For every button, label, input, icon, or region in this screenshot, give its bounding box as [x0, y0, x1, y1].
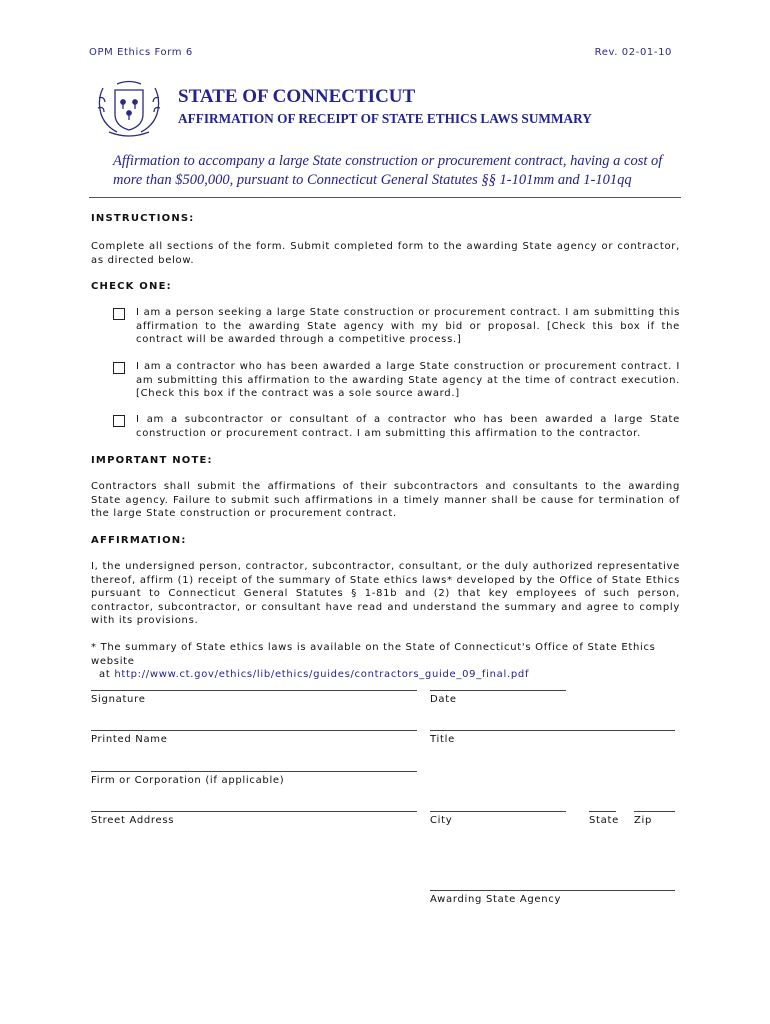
revision-date: Rev. 02-01-10: [594, 47, 672, 58]
check-one-heading: CHECK ONE:: [91, 281, 172, 292]
printed-name-field[interactable]: [91, 730, 417, 731]
signature-label: Signature: [91, 694, 146, 705]
signature-field[interactable]: [91, 690, 417, 691]
ethics-guide-link[interactable]: http://www.ct.gov/ethics/lib/ethics/guides/contractors_guide_09_final.pdf: [114, 669, 530, 680]
zip-field[interactable]: [634, 811, 675, 812]
state-seal-icon: [95, 80, 163, 140]
awarding-agency-label: Awarding State Agency: [430, 894, 562, 905]
form-id: OPM Ethics Form 6: [89, 47, 193, 58]
city-label: City: [430, 815, 453, 826]
date-field[interactable]: [430, 690, 566, 691]
checkbox-subcontractor[interactable]: [113, 415, 125, 427]
printed-name-label: Printed Name: [91, 734, 168, 745]
option-contractor-text: I am a contractor who has been awarded a large State construction or procurement contract. I am submitting this affirmation to the awarding State agency at the time of contract execution. [Check this box if the contract was a sole source award.]: [136, 361, 680, 399]
checkbox-contractor[interactable]: [113, 362, 125, 374]
state-label: State: [589, 815, 619, 826]
page-title: STATE OF CONNECTICUT: [178, 86, 416, 107]
street-address-field[interactable]: [91, 811, 417, 812]
title-field[interactable]: [430, 730, 675, 731]
important-note-heading: IMPORTANT NOTE:: [91, 455, 213, 466]
firm-label: Firm or Corporation (if applicable): [91, 775, 285, 786]
firm-field[interactable]: [91, 771, 417, 772]
intro-text: Affirmation to accompany a large State construction or procurement contract, having a cost of more than $500,000, pursuant to Connecticut General Statutes §§ 1-101mm and 1-101qq: [113, 153, 663, 188]
option-subcontractor-text: I am a subcontractor or consultant of a contractor who has been awarded a large State construction or procurement contract. I am submitting this affirmation to the contractor.: [136, 414, 680, 439]
affirmation-text: I, the undersigned person, contractor, subcontractor, consultant, or the duly authorized representative thereof, affirm (1) receipt of the summary of State ethics laws* developed by the Office of State Ethics pursuant to Connecticut General Statutes § 1-81b and (2) that key employees of such person, contractor, subcontractor, or consultant have read and understand the summary and agree to comply with its provisions.: [91, 561, 680, 626]
page-subtitle: AFFIRMATION OF RECEIPT OF STATE ETHICS LAWS SUMMARY: [178, 111, 592, 126]
divider: [89, 197, 681, 198]
checkbox-bidder[interactable]: [113, 308, 125, 320]
title-label: Title: [430, 734, 455, 745]
footnote: * The summary of State ethics laws is available on the State of Connecticut's Office of State Ethics website at http://www.ct.gov/ethics/lib/ethics/guides/contractors_guide_09_final.pdf: [91, 642, 656, 680]
important-note-text: Contractors shall submit the affirmations of their subcontractors and consultants to the awarding State agency. Failure to submit such affirmations in a timely manner shall be cause for termination of the large State construction or procurement contract.: [91, 481, 680, 519]
zip-label: Zip: [634, 815, 653, 826]
date-label: Date: [430, 694, 457, 705]
affirmation-heading: AFFIRMATION:: [91, 535, 187, 546]
option-bidder-text: I am a person seeking a large State construction or procurement contract. I am submitting this affirmation to the awarding State agency with my bid or proposal. [Check this box if the contract will be awarded through a competitive process.]: [136, 307, 680, 345]
city-field[interactable]: [430, 811, 566, 812]
awarding-agency-field[interactable]: [430, 890, 675, 891]
instructions-heading: INSTRUCTIONS:: [91, 213, 195, 224]
instructions-text: Complete all sections of the form. Submit completed form to the awarding State agency or contractor, as directed below.: [91, 241, 680, 266]
street-address-label: Street Address: [91, 815, 175, 826]
state-field[interactable]: [589, 811, 616, 812]
